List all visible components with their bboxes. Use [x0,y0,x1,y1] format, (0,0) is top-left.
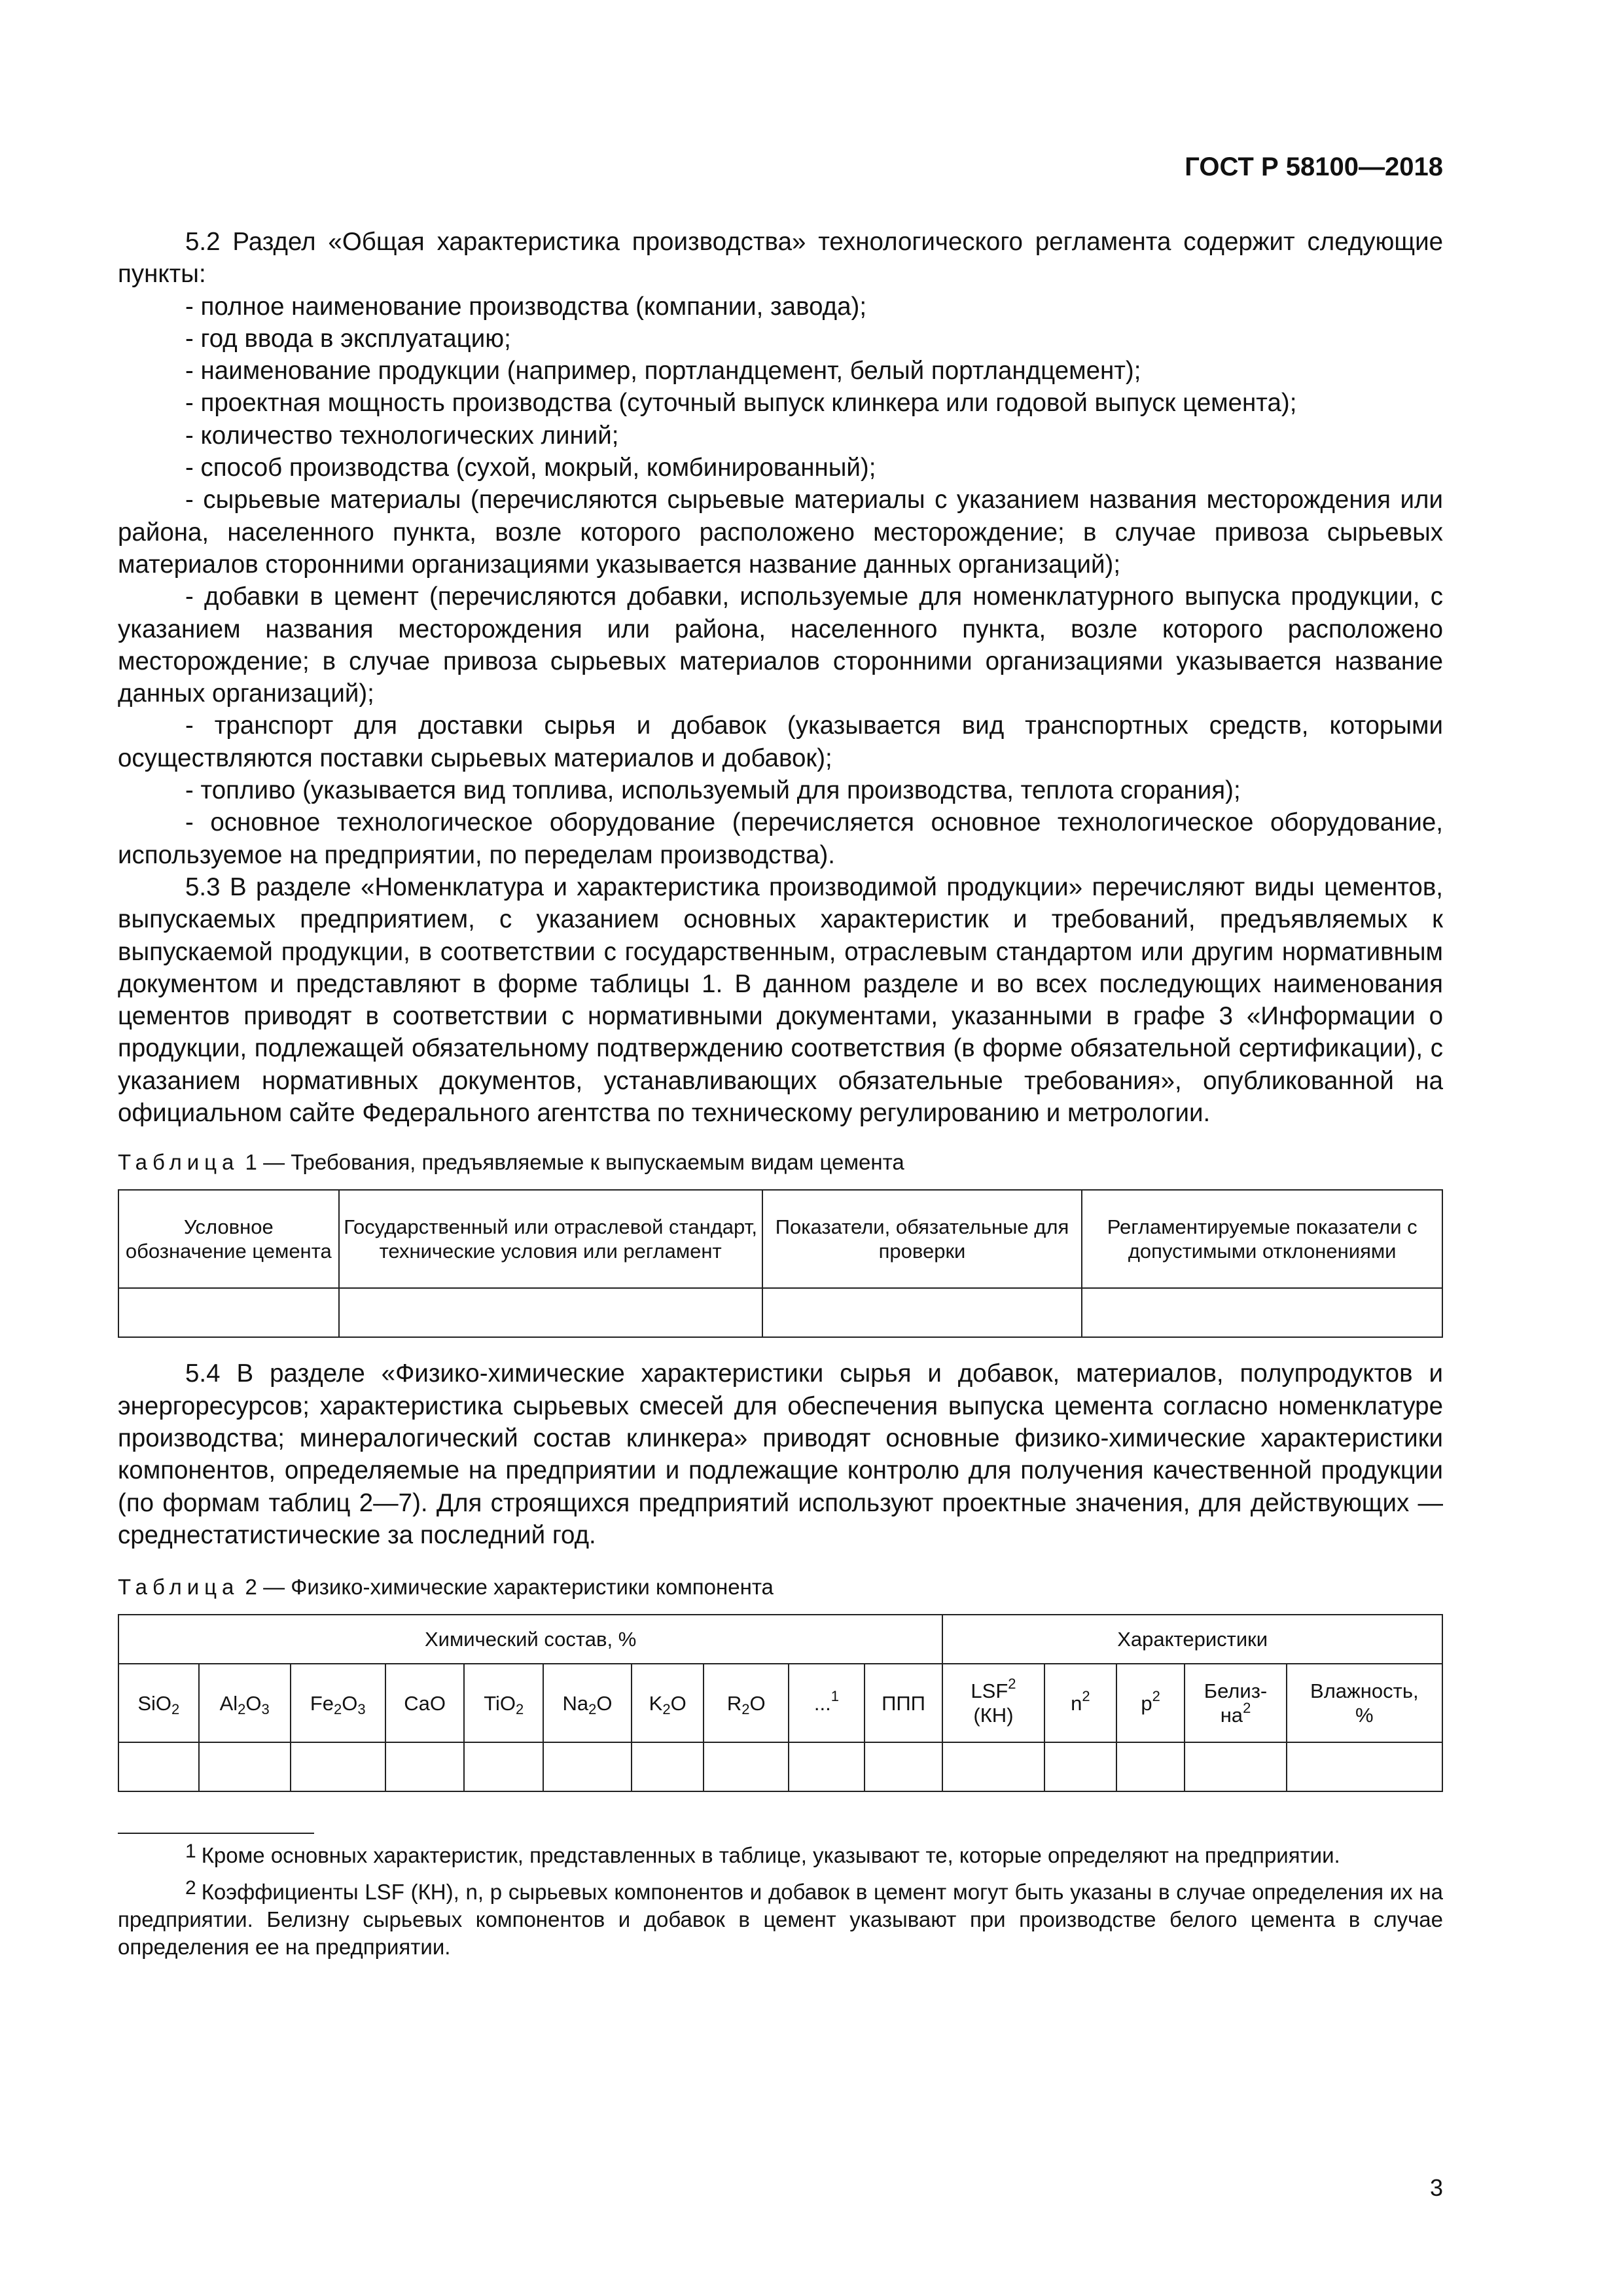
table-row [118,1288,1442,1337]
table-cell[interactable] [1044,1742,1116,1791]
table-row [118,1742,1442,1791]
table1-header-regulated-indicators: Регламентируемые показатели с допустимыми отклонениями [1082,1190,1442,1288]
table-cell[interactable] [118,1742,199,1791]
table1-header-standard: Государственный или отраслевой стандарт, технические условия или регламент [339,1190,762,1288]
footnote-text: Кроме основных характеристик, представленных в таблице, указывают те, которые определяют на предприятии. [201,1843,1340,1868]
list-item: - сырьевые материалы (перечисляются сырьевые материалы с указанием названия месторождения или района, населенного пункта, возле которого расположено месторождение; в случае привоза сырьевых материалов сторонними организациями указывается название данных организаций); [118,486,1443,579]
table-cell[interactable] [942,1742,1044,1791]
table2-col-k2o: $K_2O$ [632,1664,704,1742]
list-item: - основное технологическое оборудование (перечисляется основное технологическое оборудование, используемое на предприятии, по переделам производства). [118,808,1443,869]
table2-col-al2o3: $Al_2O_3$ [199,1664,291,1742]
table-cell[interactable] [789,1742,865,1791]
table1-caption [118,1149,1443,1176]
table-cell[interactable] [464,1742,543,1791]
table2-col-r2o: $R_2O$ [704,1664,789,1742]
table2-col-n: $n^2$ [1044,1664,1116,1742]
table2-caption [118,1573,1443,1601]
table-cell[interactable] [339,1288,762,1337]
section-5-3-text: 5.3 В разделе «Номенклатура и характеристика производимой продукции» перечисляют виды цементов, выпускаемых предприятием, с указанием основных характеристик и требований, предъявляемых к выпускаемой продукции, в соответствии с государственным, отраслевым стандартом или другим нормативным документом и представляют в форме таблицы 1. В данном разделе и во всех последующих наименования цементов приводят в соответствии с нормативными документами, указанными в графе 3 «Информации о продукции, подлежащей обязательному подтверждению соответствия (в форме обязательной сертификации), с указанием нормативных документов, устанавливающих обязательные требования», опубликованной на официальном сайте Федерального агентства по техническому регулированию и метрологии. [118,872,1443,1128]
table-cell[interactable] [1116,1742,1185,1791]
list-item: - транспорт для доставки сырья и добавок (указывается вид транспортных средств, которыми осуществляются поставки сырьевых материалов и добавок); [118,711,1443,772]
table2-col-sio2: SiO$_2$ [118,1664,199,1742]
footnote-text: Коэффициенты LSF (КН), n, p сырьевых компонентов и добавок в цемент могут быть указаны в случае определения их на предприятии. Белизну сырьевых компонентов и добавок в цемент указывают при производстве белого цемента в случае определения ее на предприятии. [118,1880,1443,1960]
table-caption-text: 2 — Физико-химические характеристики компонента [239,1575,774,1600]
table-cell[interactable] [762,1288,1082,1337]
table-cell[interactable] [865,1742,943,1791]
table-cell[interactable] [199,1742,291,1791]
list-item: - наименование продукции (например, портландцемент, белый портландцемент); [185,357,1141,386]
table2-group-chemical: Химический состав, % [118,1615,942,1664]
list-item: - количество технологических линий; [185,421,619,450]
table2-col-other: ...$^1$ [789,1664,865,1742]
table2-col-cao: CaO [385,1664,465,1742]
page-number: 3 [1429,2174,1443,2201]
table1-header-check-indicators: Показатели, обязательные для проверки [762,1190,1082,1288]
footnote-1 [118,1842,1443,1869]
table-label: Таблица [118,1575,240,1600]
footnote-2 [118,1878,1443,1961]
document-code: ГОСТ Р 58100—2018 [1185,152,1443,181]
list-item: - полное наименование производства (компании, завода); [185,292,867,321]
table2-col-moisture: Влажность, % [1287,1664,1442,1742]
table-cell[interactable] [118,1288,339,1337]
table1-header-designation: Условное обозначение цемента [118,1190,339,1288]
table-cell[interactable] [291,1742,385,1791]
list-item: - топливо (указывается вид топлива, используемый для производства, теплота сгорания); [185,776,1241,805]
section-5-2-intro: 5.2 Раздел «Общая характеристика производства» технологического регламента содержит следующие пункты: [118,228,1443,289]
list-item: - добавки в цемент (перечисляются добавки, используемые для номенклатурного выпуска продукции, с указанием названия месторождения или района, населенного пункта, возле которого расположено месторождение; в случае привоза сырьевых материалов сторонними организациями указывается название данных организаций); [118,583,1443,708]
section-5-4-text: 5.4 В разделе «Физико-химические характеристики сырья и добавок, материалов, полупродуктов и энергоресурсов; характеристика сырьевых смесей для обеспечения выпуска цемента согласно номенклатуре производства; минералогический состав клинкера» приводят основные физико-химические характеристики компонентов, определяемые на предприятии и подлежащие контролю для получения качественной продукции (по формам таблиц 2—7). Для строящихся предприятий используют проектные значения, для действующих — среднестатистические за последний год. [118,1359,1443,1549]
list-item: - способ производства (сухой, мокрый, комбинированный); [185,454,876,482]
table2-col-tio2: TiO$_2$ [464,1664,543,1742]
table-cell[interactable] [704,1742,789,1791]
footnote-mark: 2 [185,1877,196,1899]
table2-col-na2o: $Na_2O$ [543,1664,632,1742]
table2-col-ppp: ППП [865,1664,943,1742]
table2-col-whiteness: Белиз- $на^2$ [1185,1664,1286,1742]
table2-col-p: $p^2$ [1116,1664,1185,1742]
table-cell[interactable] [632,1742,704,1791]
list-item: - проектная мощность производства (суточный выпуск клинкера или годовой выпуск цемента); [185,389,1297,418]
table-cell[interactable] [1185,1742,1286,1791]
table2-col-fe2o3: $Fe_2O_3$ [291,1664,385,1742]
table-cell[interactable] [543,1742,632,1791]
table-1 [118,1189,1443,1338]
table-cell[interactable] [1082,1288,1442,1337]
table-label: Таблица [118,1150,240,1175]
table-cell[interactable] [1287,1742,1442,1791]
table-caption-text: 1 — Требования, предъявляемые к выпускаемым видам цемента [239,1150,904,1175]
table2-col-lsf: LSF$^2$ (КН) [942,1664,1044,1742]
footnote-divider [118,1833,314,1834]
footnote-mark: 1 [185,1840,196,1863]
table2-group-characteristics: Характеристики [942,1615,1442,1664]
list-item: - год ввода в эксплуатацию; [185,324,511,353]
table-cell[interactable] [385,1742,465,1791]
table-2 [118,1614,1443,1792]
